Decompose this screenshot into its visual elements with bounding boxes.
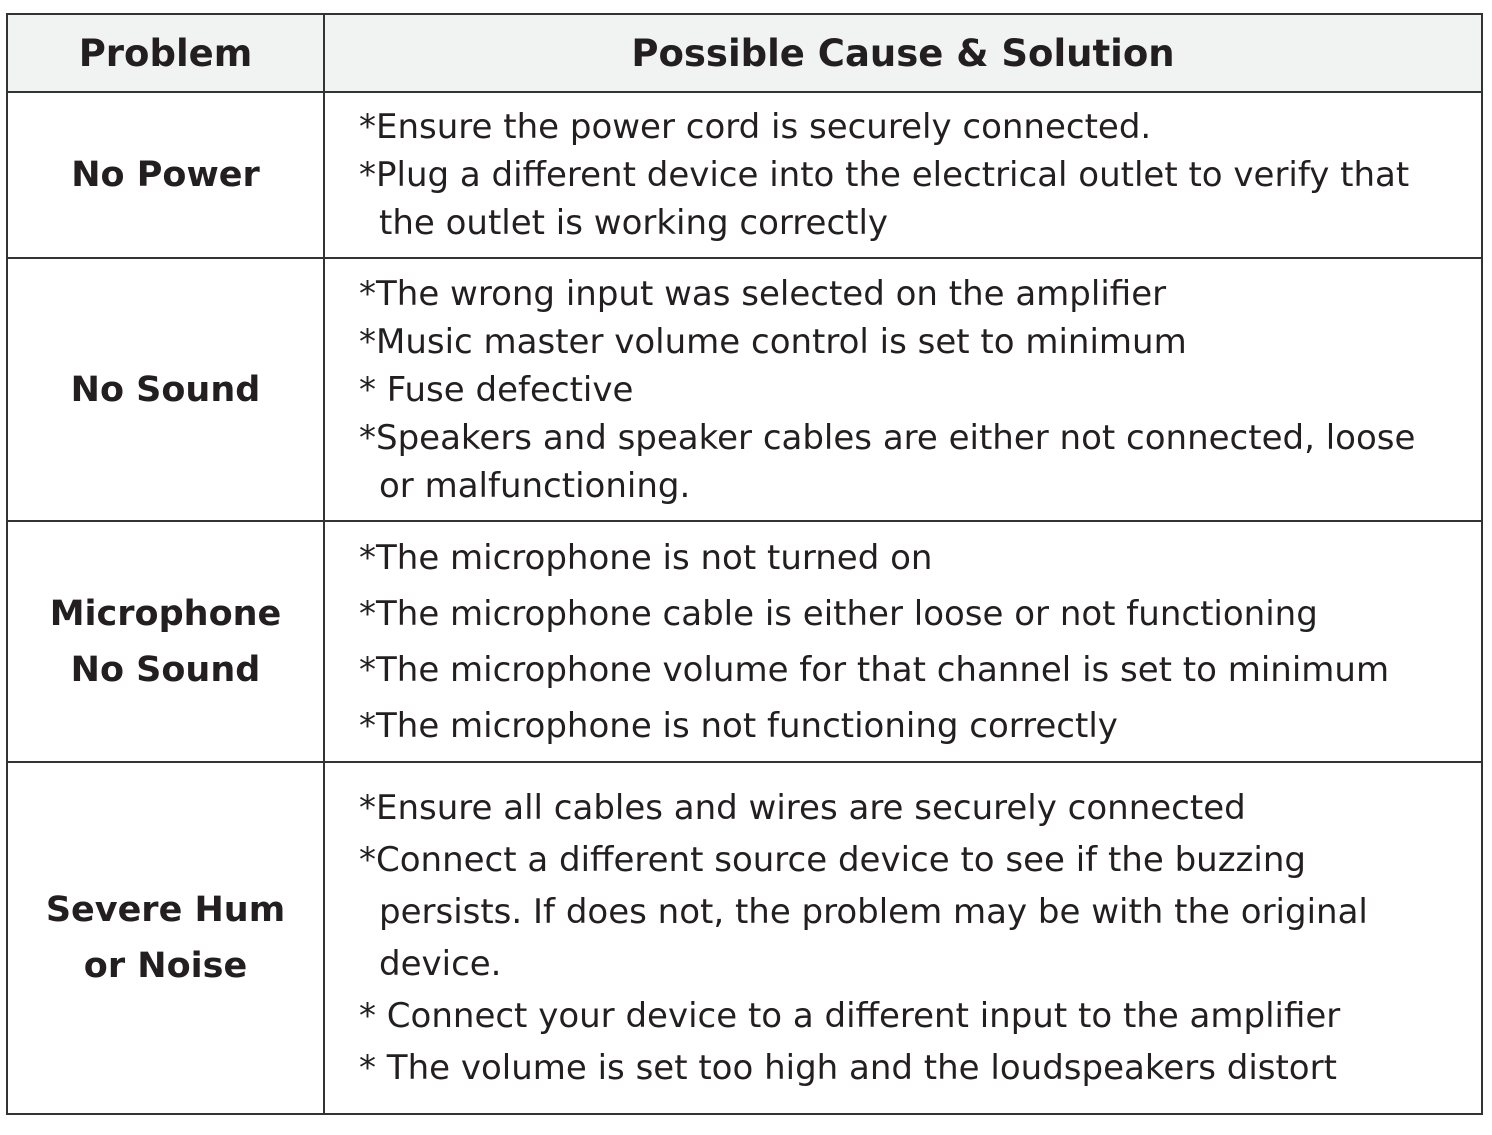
table-row — [7, 762, 1482, 1114]
problem-label-line-2: or Noise — [83, 946, 248, 986]
problem-cell — [7, 762, 324, 1114]
problem-label-line-1: Microphone — [49, 593, 282, 634]
cause-item: * Fuse defective — [359, 369, 634, 410]
problem-cell — [7, 258, 324, 521]
cause-item: *The microphone volume for that channel is set to minimum — [359, 649, 1390, 690]
cause-item: *The microphone is not turned on — [359, 537, 933, 578]
cause-item: *Music master volume control is set to minimum — [359, 321, 1187, 362]
problem-label: No Power — [71, 155, 260, 195]
problem-cell — [7, 521, 324, 762]
problem-label-line-2: No Sound — [70, 649, 261, 690]
cause-item: *Plug a different device into the electrical outlet to verify that the outlet is working correctly — [359, 155, 1410, 243]
cause-item: *The microphone cable is either loose or not functioning — [359, 593, 1318, 634]
problem-label: No Sound — [70, 369, 261, 410]
table-row — [7, 258, 1482, 521]
cause-item: * Connect your device to a different input to the amplifier — [359, 996, 1341, 1036]
cause-cell — [324, 258, 1482, 521]
cause-item: *Ensure all cables and wires are securely connected — [359, 788, 1246, 828]
cause-item: *Speakers and speaker cables are either not connected, loose or malfunctioning. — [359, 417, 1416, 506]
cause-cell — [324, 92, 1482, 258]
problem-label-line-1: Severe Hum — [45, 890, 286, 930]
cause-item: *The microphone is not functioning correctly — [359, 705, 1118, 746]
cause-item: *The wrong input was selected on the amplifier — [359, 273, 1167, 314]
troubleshooting-table — [6, 13, 1483, 1115]
table-header-row — [7, 14, 1482, 92]
header-problem: Problem — [7, 14, 324, 92]
problem-cell — [7, 92, 324, 258]
cause-cell — [324, 762, 1482, 1114]
table-row — [7, 92, 1482, 258]
table-row — [7, 521, 1482, 762]
cause-item: *Ensure the power cord is securely connected. — [359, 107, 1152, 147]
cause-item: * The volume is set too high and the loudspeakers distort — [359, 1048, 1337, 1088]
header-cause-solution: Possible Cause & Solution — [324, 14, 1482, 92]
cause-item: *Connect a different source device to see if the buzzing persists. If does not, the problem may be with the original device. — [359, 840, 1368, 984]
cause-cell — [324, 521, 1482, 762]
